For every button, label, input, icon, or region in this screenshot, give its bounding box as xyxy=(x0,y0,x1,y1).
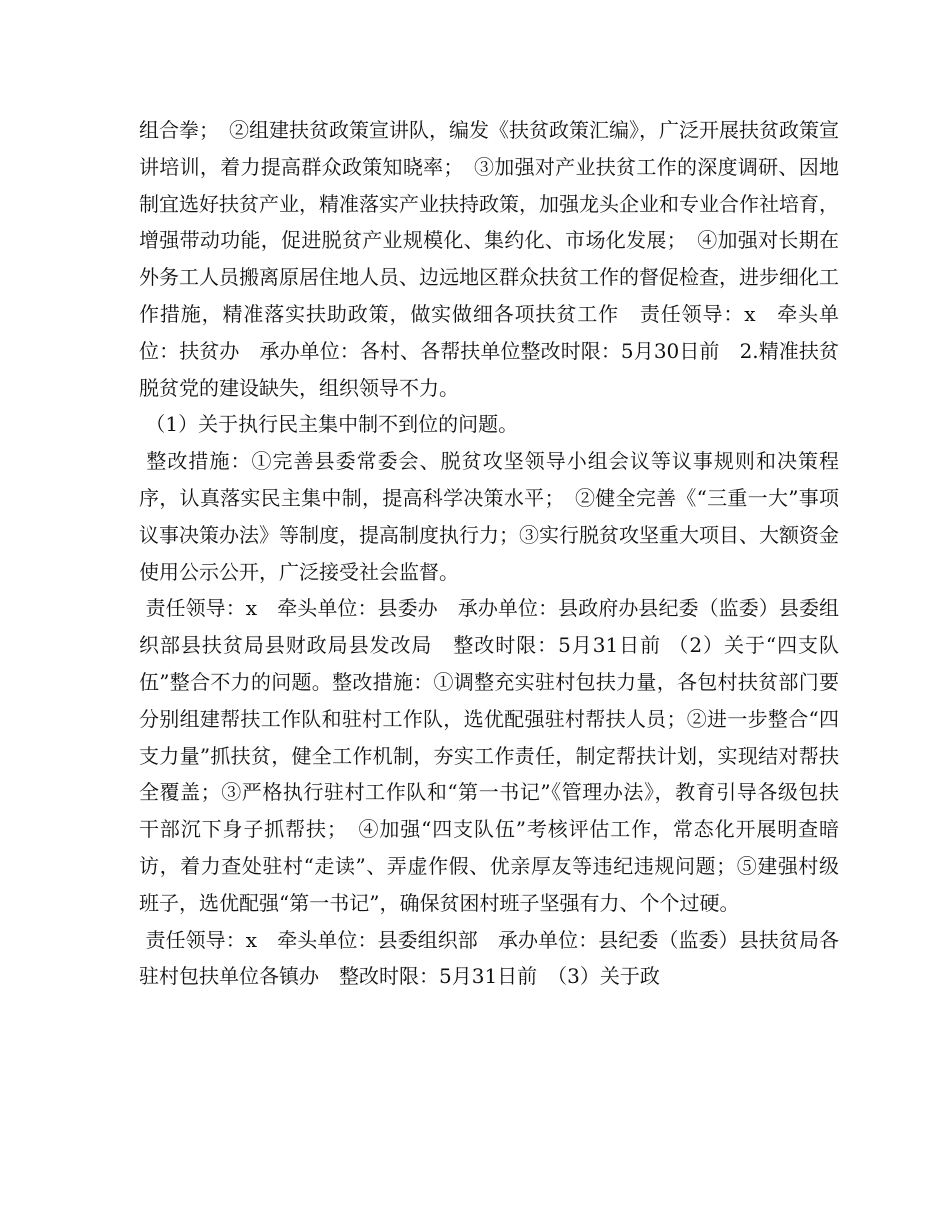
document-body xyxy=(139,112,839,995)
paragraph-policy-measures: 组合拳； ②组建扶贫政策宣讲队，编发《扶贫政策汇编》，广泛开展扶贫政策宣讲培训，着力提高群众政策知晓率； ③加强对产业扶贫工作的深度调研、因地制宜选好扶贫产业，精准落实产业扶持政策，加强龙头企业和专业合作社培育，增强带动功能，促进脱贫产业规模化、集约化、市场化发展； ④加强对长期在外务工人员搬离原居住地人员、边远地区群众扶贫工作的督促检查，进步细化工作措施，精准落实扶助政策，做实做细各项扶贫工作 责任领导：x 牵头单位：扶贫办 承办单位：各村、各帮扶单位整改时限：5月30日前 2.精准扶贫脱贫党的建设缺失，组织领导不力。 xyxy=(139,118,839,400)
paragraph-responsibility-organization: 责任领导：x 牵头单位：县委组织部 承办单位：县纪委（监委）县扶贫局各驻村包扶单位各镇办 整改时限：5月31日前 （3）关于政 xyxy=(139,927,840,989)
paragraph-rectification-measures: 整改措施：①完善县委常委会、脱贫攻坚领导小组会议等议事规则和决策程序，认真落实民主集中制，提高科学决策水平； ②健全完善《“三重一大”事项议事决策办法》等制度，提高制度执行力；③实行脱贫攻坚重大项目、大额资金使用公示公开，广泛接受社会监督。 xyxy=(139,449,840,584)
paragraph-democratic-centralism-heading: （1）关于执行民主集中制不到位的问题。 xyxy=(139,412,519,437)
paragraph-four-teams-issue: 责任领导：x 牵头单位：县委办 承办单位：县政府办县纪委（监委）县委组织部县扶贫局县财政局县发改局 整改时限：5月31日前 （2）关于“四支队伍”整合不力的问题。整改措施：①调整充实驻村包扶力量，各包村扶贫部门要分别组建帮扶工作队和驻村工作队，选优配强驻村帮扶人员；②进一步整合“四支力量”抓扶贫，健全工作机制，夯实工作责任，制定帮扶计划，实现结对帮扶全覆盖；③严格执行驻村工作队和“第一书记”《管理办法》，教育引导各级包扶干部沉下身子抓帮扶； ④加强“四支队伍”考核评估工作，常态化开展明查暗访，着力查处驻村“走读”、弄虚作假、优亲厚友等违纪违规问题；⑤建强村级班子，选优配强“第一书记”，确保贫困村班子坚强有力、个个过硬。 xyxy=(139,596,840,915)
